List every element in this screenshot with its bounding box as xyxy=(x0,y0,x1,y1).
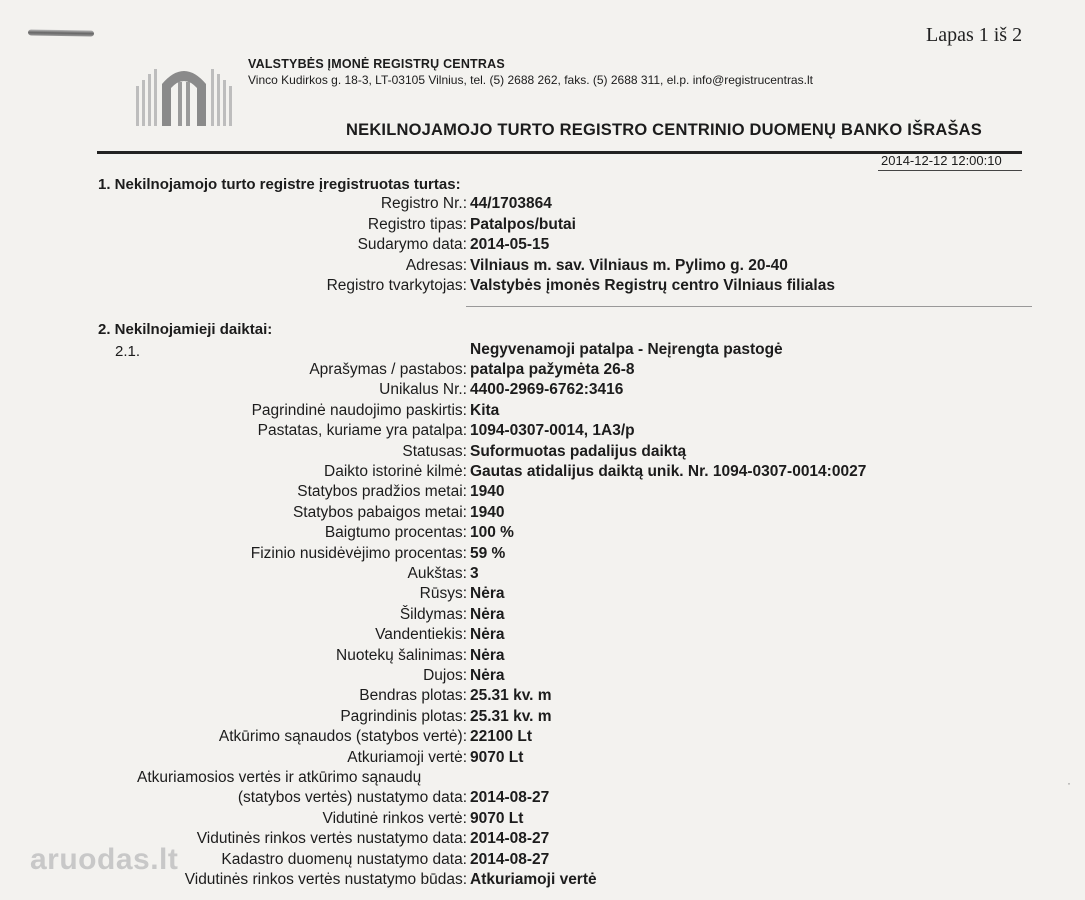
field-label: Sudarymo data: xyxy=(357,236,467,253)
field-row xyxy=(0,360,1085,380)
item-title: Negyvenamoji patalpa - Neįrengta pastogė xyxy=(470,341,783,358)
field-label: Vidutinė rinkos vertė: xyxy=(322,809,467,827)
field-row xyxy=(0,564,1085,584)
staple-mark xyxy=(28,29,94,36)
field-value: Nėra xyxy=(470,585,505,603)
field-label: Statybos pradžios metai: xyxy=(297,483,467,501)
field-label: Aukštas: xyxy=(407,565,467,582)
field-label: Kadastro duomenų nustatymo data: xyxy=(221,850,467,868)
field-label: Unikalus Nr.: xyxy=(379,381,467,399)
field-value: 1940 xyxy=(470,483,505,501)
field-value: 22100 Lt xyxy=(470,728,533,746)
field-value: Gautas atidalijus daiktą unik. Nr. 1094-0307-0014:0027 xyxy=(470,463,867,480)
field-row xyxy=(0,421,1085,441)
field-label: Pastatas, kuriame yra patalpa: xyxy=(257,422,467,440)
field-row xyxy=(0,276,1085,296)
field-row xyxy=(0,666,1085,686)
margin-mark: · xyxy=(1067,776,1071,790)
section-1-title: 1. Nekilnojamojo turto registre įregistruotas turtas: xyxy=(98,176,461,193)
field-label: Atkūrimo sąnaudos (statybos vertė): xyxy=(218,728,467,746)
field-value: 100 % xyxy=(470,524,514,542)
field-row xyxy=(0,809,1085,829)
field-value: 2014-08-27 xyxy=(470,850,550,868)
field-row xyxy=(0,605,1085,625)
field-row xyxy=(0,482,1085,502)
field-value: patalpa pažymėta 26-8 xyxy=(470,361,635,378)
field-row xyxy=(0,194,1085,214)
field-value: Suformuotas padalijus daiktą xyxy=(470,442,687,460)
field-label: Daikto istorinė kilmė: xyxy=(324,463,467,480)
field-value: 9070 Lt xyxy=(470,809,524,827)
field-label: Atkuriamosios vertės ir atkūrimo sąnaudų xyxy=(137,769,422,786)
field-value: Patalpos/butai xyxy=(470,215,576,233)
section-divider xyxy=(466,306,1032,307)
field-value: Nėra xyxy=(470,667,505,684)
field-row xyxy=(0,748,1085,768)
field-label: Fizinio nusidėvėjimo procentas: xyxy=(250,544,467,562)
field-label: Registro tipas: xyxy=(367,215,467,233)
field-value: 25.31 kv. m xyxy=(470,707,552,725)
field-label: Statusas: xyxy=(402,442,467,460)
field-value: 4400-2969-6762:3416 xyxy=(470,381,624,399)
field-label: Bendras plotas: xyxy=(359,687,467,705)
field-value: 2014-08-27 xyxy=(470,789,550,807)
field-label: Statybos pabaigos metai: xyxy=(292,503,467,521)
field-value: 44/1703864 xyxy=(470,195,552,212)
field-value: 9070 Lt xyxy=(470,748,524,766)
field-value: Nėra xyxy=(470,626,505,644)
field-label: Adresas: xyxy=(405,256,467,274)
field-label: (statybos vertės) nustatymo data: xyxy=(237,789,467,807)
watermark-logo: aruodas.lt xyxy=(30,843,179,876)
field-label: Vidutinės rinkos vertės nustatymo data: xyxy=(196,830,467,848)
field-value: Valstybės įmonės Registrų centro Vilniaus filialas xyxy=(470,277,835,294)
org-contacts: Vinco Kudirkos g. 18-3, LT-03105 Vilnius, tel. (5) 2688 262, faks. (5) 2688 311, el.p. info@registrucentras.lt xyxy=(248,73,813,87)
item-number: 2.1. xyxy=(115,343,141,360)
field-label: Pagrindinė naudojimo paskirtis: xyxy=(251,401,467,419)
field-row xyxy=(0,788,1085,808)
field-value: Nėra xyxy=(470,646,505,664)
field-value: 59 % xyxy=(470,544,506,562)
page-indicator: Lapas 1 iš 2 xyxy=(926,24,1023,46)
field-label: Registro Nr.: xyxy=(380,195,467,212)
field-row xyxy=(0,686,1085,706)
field-row xyxy=(0,707,1085,727)
field-row xyxy=(0,625,1085,645)
field-value: 1940 xyxy=(470,503,505,521)
field-row xyxy=(0,544,1085,564)
field-label: Baigtumo procentas: xyxy=(324,524,467,542)
org-name: VALSTYBĖS ĮMONĖ REGISTRŲ CENTRAS xyxy=(248,57,505,71)
document-title: NEKILNOJAMOJO TURTO REGISTRO CENTRINIO DUOMENŲ BANKO IŠRAŠAS xyxy=(346,121,982,139)
field-label: Aprašymas / pastabos: xyxy=(309,361,467,378)
section-2-title: 2. Nekilnojamieji daiktai: xyxy=(98,321,273,338)
field-label: Vidutinės rinkos vertės nustatymo būdas: xyxy=(184,871,467,888)
field-label: Nuotekų šalinimas: xyxy=(336,646,467,664)
field-value: Vilniaus m. sav. Vilniaus m. Pylimo g. 20-40 xyxy=(470,256,788,274)
field-row xyxy=(0,727,1085,747)
field-value: 2014-08-27 xyxy=(470,830,550,848)
field-value: Kita xyxy=(470,401,500,419)
field-label: Rūsys: xyxy=(419,585,467,603)
print-timestamp: 2014-12-12 12:00:10 xyxy=(881,153,1002,168)
field-row xyxy=(0,523,1085,543)
field-row xyxy=(0,462,1085,482)
field-row xyxy=(0,768,1085,788)
field-label: Pagrindinis plotas: xyxy=(340,707,467,725)
field-row xyxy=(0,646,1085,666)
field-label: Šildymas: xyxy=(399,605,467,623)
field-row xyxy=(0,256,1085,276)
field-row xyxy=(0,442,1085,462)
field-row xyxy=(0,401,1085,421)
field-value: 3 xyxy=(470,565,479,582)
field-label: Registro tvarkytojas: xyxy=(326,277,467,294)
field-row xyxy=(0,235,1085,255)
field-label: Vandentiekis: xyxy=(375,626,467,644)
field-value: 2014-05-15 xyxy=(470,236,550,253)
field-row xyxy=(0,503,1085,523)
registru-centras-logo-icon xyxy=(136,64,232,132)
field-row xyxy=(0,584,1085,604)
field-row xyxy=(0,380,1085,400)
field-value: 25.31 kv. m xyxy=(470,687,552,705)
field-value: 1094-0307-0014, 1A3/p xyxy=(470,422,635,440)
field-row xyxy=(0,215,1085,235)
field-label: Dujos: xyxy=(423,667,467,684)
field-value: Nėra xyxy=(470,605,505,623)
field-value: Atkuriamoji vertė xyxy=(470,871,597,888)
timestamp-underline xyxy=(878,170,1022,171)
field-label: Atkuriamoji vertė: xyxy=(347,748,467,766)
